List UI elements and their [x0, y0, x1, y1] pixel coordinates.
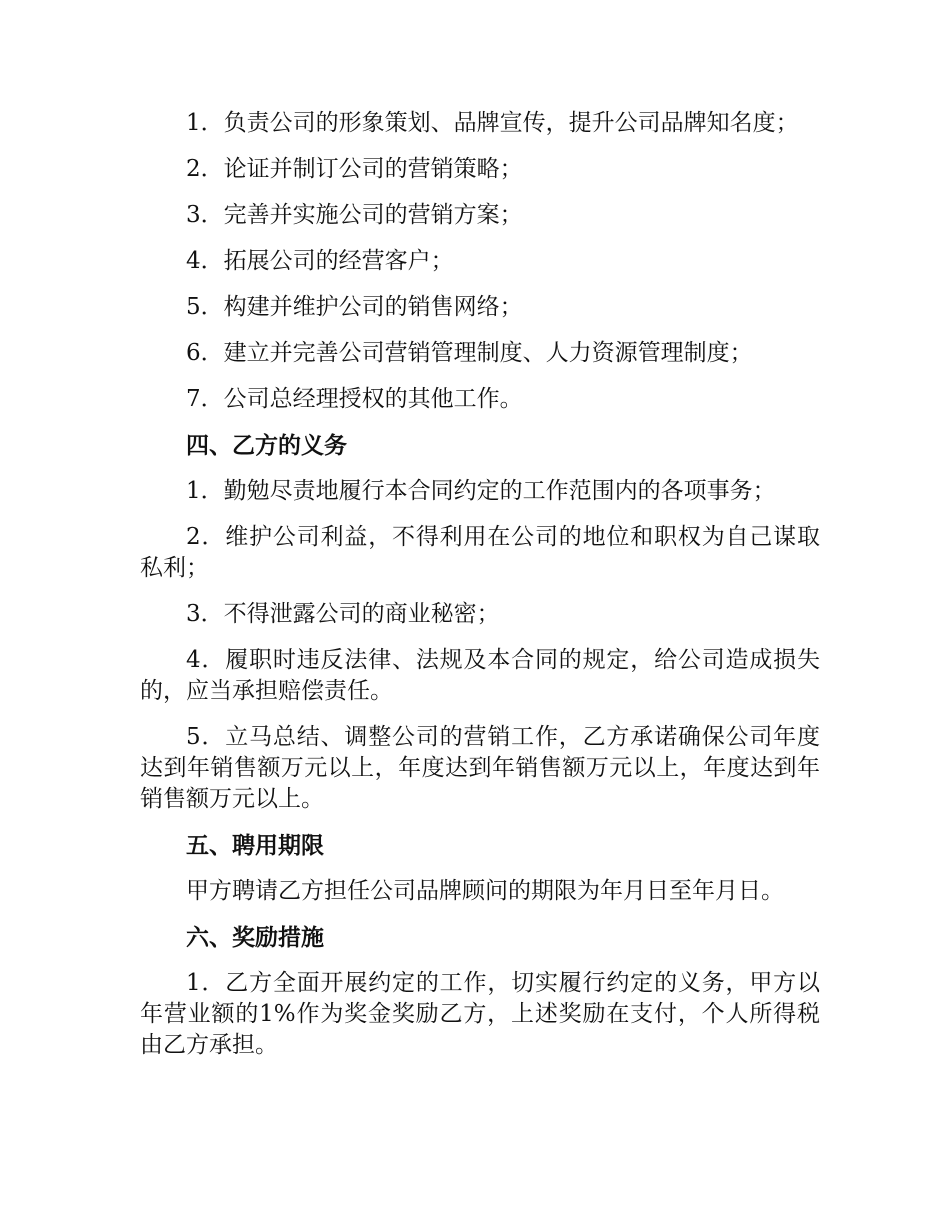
s6-item-1: 1．乙方全面开展约定的工作，切实履行约定的义务，甲方以年营业额的1%作为奖金奖励乙方，上述奖励在支付，个人所得税由乙方承担。 [140, 970, 820, 1058]
s4-item-1: 1．勤勉尽责地履行本合同约定的工作范围内的各项事务； [186, 478, 776, 504]
s3-item-6: 6．建立并完善公司营销管理制度、人力资源管理制度； [186, 340, 753, 366]
section5-heading: 五、聘用期限 [186, 832, 324, 859]
s3-item-1: 1．负责公司的形象策划、品牌宣传，提升公司品牌知名度； [186, 110, 799, 136]
s4-item-4: 4．履职时违反法律、法规及本合同的规定，给公司造成损失的，应当承担赔偿责任。 [140, 647, 820, 704]
s3-item-4: 4．拓展公司的经营客户； [186, 248, 454, 274]
s3-item-3: 3．完善并实施公司的营销方案； [186, 202, 523, 228]
s3-item-5: 5．构建并维护公司的销售网络； [186, 294, 523, 320]
section6-heading: 六、奖励措施 [186, 924, 324, 951]
document-page [140, 108, 820, 1076]
s3-item-7: 7．公司总经理授权的其他工作。 [186, 386, 523, 412]
s4-item-5: 5．立马总结、调整公司的营销工作，乙方承诺确保公司年度达到年销售额万元以上，年度达到年销售额万元以上，年度达到年销售额万元以上。 [140, 724, 820, 812]
section4-heading: 四、乙方的义务 [186, 432, 347, 459]
s5-text: 甲方聘请乙方担任公司品牌顾问的期限为年月日至年月日。 [186, 878, 784, 904]
s3-item-2: 2．论证并制订公司的营销策略； [186, 156, 523, 182]
s4-item-3: 3．不得泄露公司的商业秘密； [186, 601, 500, 627]
s4-item-2: 2．维护公司利益，不得利用在公司的地位和职权为自己谋取私利； [140, 524, 820, 581]
